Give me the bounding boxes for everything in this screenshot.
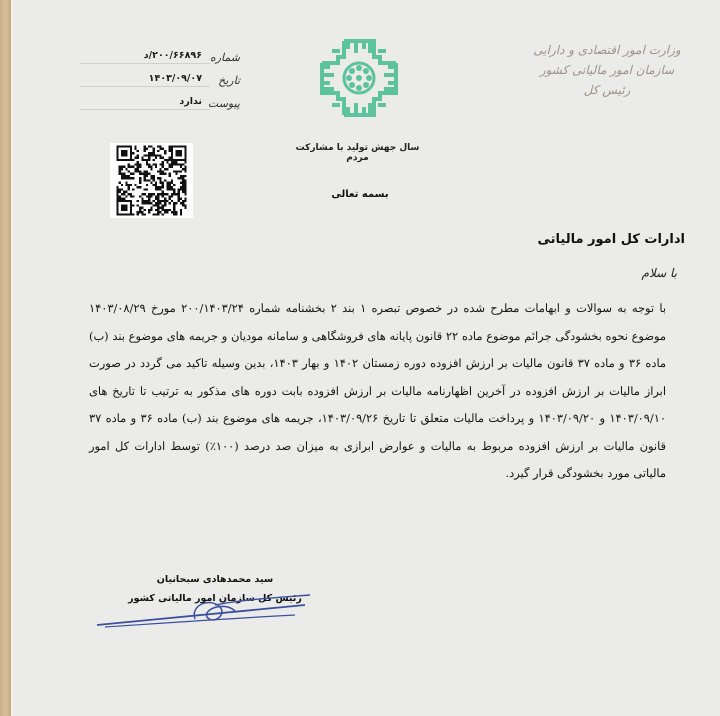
meta-date-row (80, 65, 240, 88)
ministry-line: سازمان امور مالیاتی کشور (539, 63, 675, 77)
handwritten-signature (95, 585, 325, 630)
date-label: تاریخ (218, 74, 240, 87)
attachment-value: ندارد (80, 96, 210, 110)
signatory-name: سید محمدهادی سبحانیان (156, 574, 274, 585)
meta-attachment-row (80, 88, 240, 111)
number-label: شماره (209, 51, 240, 64)
number-value: ۲۰۰/۶۶۸۹۶/د (80, 50, 210, 64)
qr-code-icon[interactable] (110, 143, 193, 218)
recipient-heading: ادارات کل امور مالیاتی (537, 232, 685, 247)
signatory-title: رئیس کل سازمان امور مالیاتی کشور (128, 593, 302, 604)
meta-number-row (80, 42, 240, 65)
attachment-label: پیوست (207, 97, 240, 110)
iran-tax-organization-logo-icon (318, 37, 400, 119)
ministry-line: وزارت امور اقتصادی و دارایی (533, 43, 681, 57)
letter-page (15, 0, 720, 716)
ministry-line: رئیس کل (583, 83, 631, 97)
greeting: با سلام (641, 266, 677, 280)
letter-body: با توجه به سوالات و ابهامات مطرح شده در خصوص تبصره ۱ بند ۲ بخشنامه شماره ۲۰۰/۱۴۰۳/۲۴ مورخ ۱۴۰۳/۰۸/۲۹ موضوع نحوه بخشودگی جرائم موضوع ماده ۲۲ قانون پایانه های فروشگاهی و سامانه مودیان و جریمه های موضوع بند (ب) ماده ۳۶ و ماده ۳۷ قانون مالیات بر ارزش افزوده دوره زمستان ۱۴۰۲ و بهار ۱۴۰۳، بدین وسیله تاکید می گردد در صورت ابراز مالیات بر ارزش افزوده در آخرین اظهارنامه مالیات بر ارزش افزوده بابت دوره های مذکور به ترتیب تا تاریخ های ۱۴۰۳/۰۹/۱۰ و ۱۴۰۳/۰۹/۲۰ و پرداخت مالیات متعلق تا تاریخ ۱۴۰۳/۰۹/۲۶، جریمه های موضوع بند (ب) ماده ۳۶ و ماده ۳۷ قانون مالیات بر ارزش افزوده مربوط به مالیات و عوارض ابرازی به میزان صد درصد (۱۰۰٪) توسط ادارات کل امور مالیاتی مورد بخشودگی قرار گیرد. (89, 301, 667, 480)
date-value: ۱۴۰۳/۰۹/۰۷ (80, 73, 210, 87)
bismillah-heading: بسمه تعالی (331, 189, 389, 200)
ministry-letterhead (532, 40, 682, 100)
table-edge-background (0, 0, 13, 716)
year-slogan: سال جهش تولید با مشارکت مردم (295, 143, 420, 163)
letter-meta (80, 42, 240, 111)
